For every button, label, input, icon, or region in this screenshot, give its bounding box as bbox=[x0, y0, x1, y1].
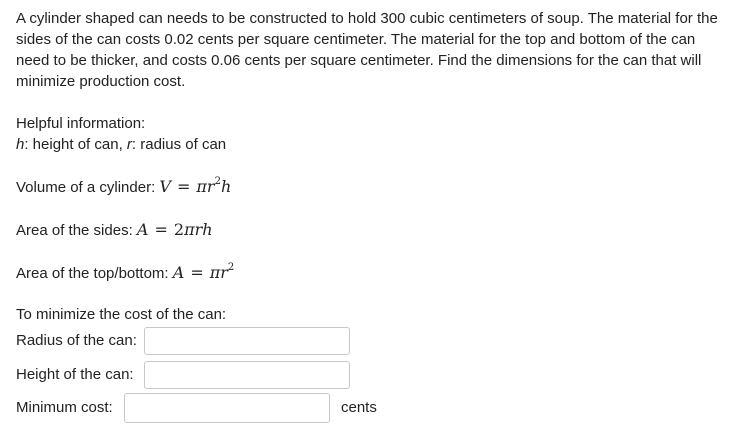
answers-heading: To minimize the cost of the can: bbox=[16, 306, 227, 323]
radius-label: Radius of the can: bbox=[16, 332, 137, 349]
volume-label: Volume of a cylinder: bbox=[16, 179, 160, 196]
topbottom-formula: $A = \pi r^2$ bbox=[172, 262, 235, 282]
topbottom-label: Area of the top/bottom: bbox=[16, 265, 173, 282]
cost-input[interactable] bbox=[124, 393, 330, 423]
sides-formula: A = 2πrh bbox=[136, 220, 213, 239]
volume-formula-row bbox=[16, 177, 231, 196]
var-h-desc: : height of can, bbox=[24, 136, 127, 153]
var-r: r bbox=[126, 136, 132, 153]
variable-definitions bbox=[16, 136, 226, 153]
height-input[interactable] bbox=[144, 361, 350, 389]
helpful-heading: Helpful information: bbox=[16, 115, 146, 132]
volume-formula: $V = \pi r^2h$ bbox=[159, 176, 232, 196]
sides-formula-row bbox=[16, 220, 213, 239]
cost-label: Minimum cost: bbox=[16, 399, 113, 416]
problem-statement: A cylinder shaped can needs to be constructed to hold 300 cubic centimeters of soup. The material for the sides of the can costs 0.02 cents per square centimeter. The material for the top and bottom of the can need to be thicker, and costs 0.06 cents per square centimeter. Find the dimensions for the can that will minimize production cost. bbox=[16, 10, 718, 90]
sides-label: Area of the sides: bbox=[16, 222, 137, 239]
topbottom-formula-row bbox=[16, 263, 234, 282]
var-h: h bbox=[16, 136, 25, 153]
cost-units: cents bbox=[341, 399, 377, 416]
height-label: Height of the can: bbox=[16, 366, 134, 383]
var-r-desc: : radius of can bbox=[131, 136, 227, 153]
radius-input[interactable] bbox=[144, 327, 350, 355]
